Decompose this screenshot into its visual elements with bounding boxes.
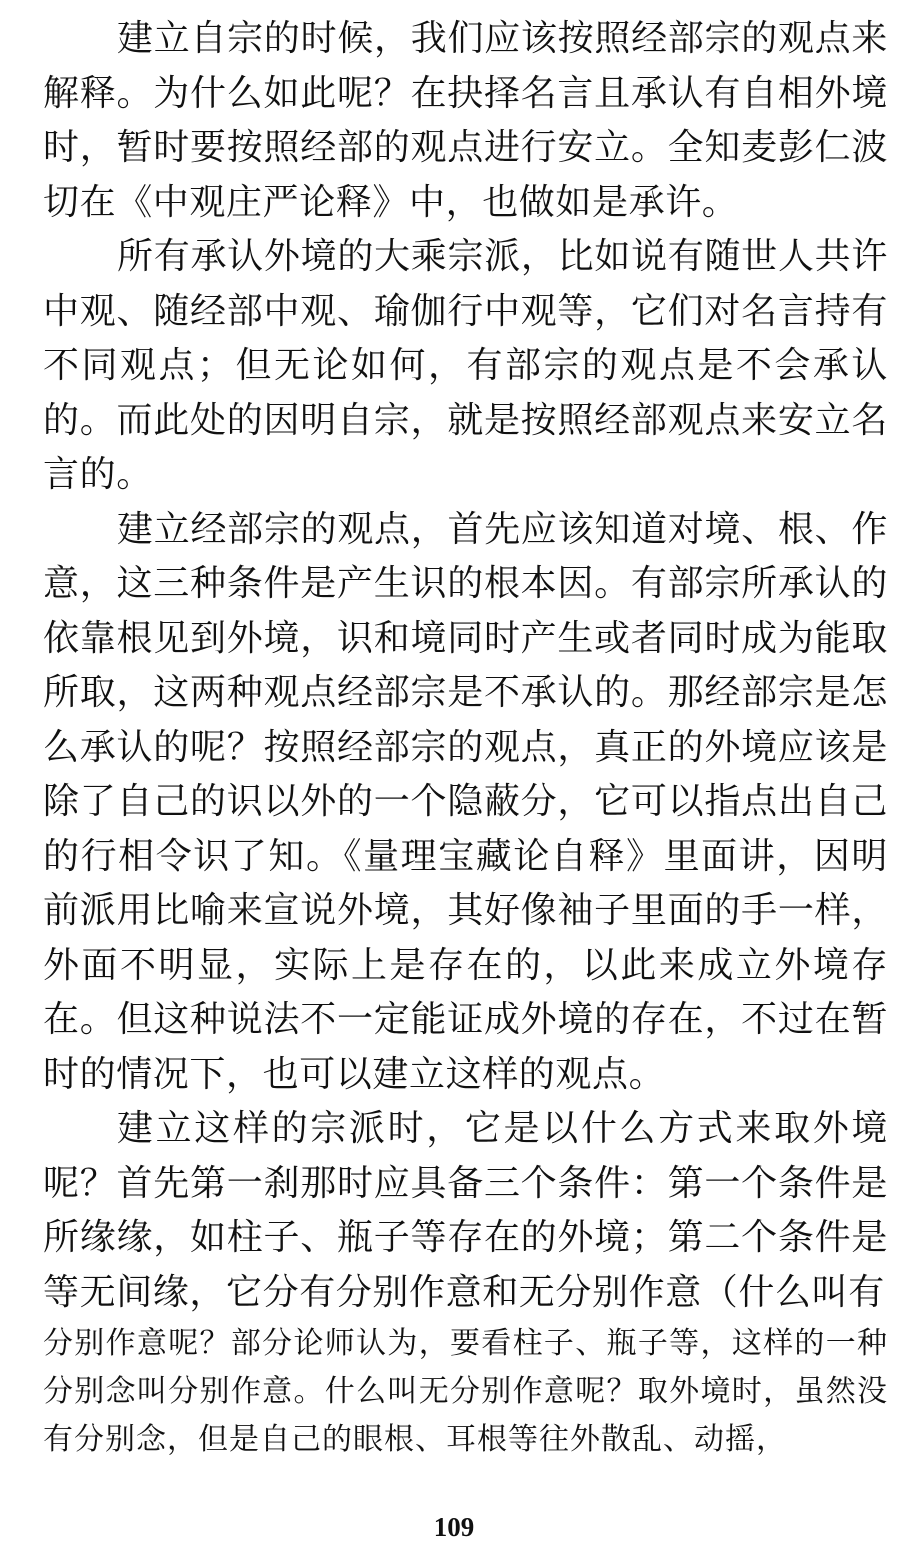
paragraph-1: 建立自宗的时候，我们应该按照经部宗的观点来解释。为什么如此呢？在抉择名言且承认有自相外境时，暂时要按照经部的观点进行安立。全知麦彭仁波切在《中观庄严论释》中，也做如是承许。 [43, 18, 888, 223]
paragraph-3: 建立经部宗的观点，首先应该知道对境、根、作意，这三种条件是产生识的根本因。有部宗所承认的依靠根见到外境，识和境同时产生或者同时成为能取所取，这两种观点经部宗是不承认的。那经部宗是怎么承认的呢？按照经部宗的观点，真正的外境应该是除了自己的识以外的一个隐蔽分，它可以指点出自己的行相令识了知。《量理宝藏论自释》里面讲，因明前派用比喻来宣说外境，其好像袖子里面的手一样，外面不明显，实际上是存在的，以此来成立外境存在。但这种说法不一定能证成外境的存在，不过在暂时的情况下，也可以建立这样的观点。 [43, 508, 888, 1095]
paragraph-4-continuation-small: 分别作意呢？部分论师认为，要看柱子、瓶子等，这样的一种分别念叫分别作意。什么叫无分别作意呢？取外境时，虽然没有分别念，但是自己的眼根、耳根等往外散乱、动摇， [43, 1326, 888, 1457]
page-number: 109 [433, 1512, 475, 1542]
paragraph-4: 建立这样的宗派时，它是以什么方式来取外境呢？首先第一刹那时应具备三个条件：第一个条件是所缘缘，如柱子、瓶子等存在的外境；第二个条件是等无间缘，它分有分别作意和无分别作意（什么叫有 [43, 1108, 888, 1313]
page-body [43, 12, 888, 1464]
paragraph-2: 所有承认外境的大乘宗派，比如说有随世人共许中观、随经部中观、瑜伽行中观等，它们对名言持有不同观点；但无论如何，有部宗的观点是不会承认的。而此处的因明自宗，就是按照经部观点来安立名言的。 [43, 236, 888, 495]
